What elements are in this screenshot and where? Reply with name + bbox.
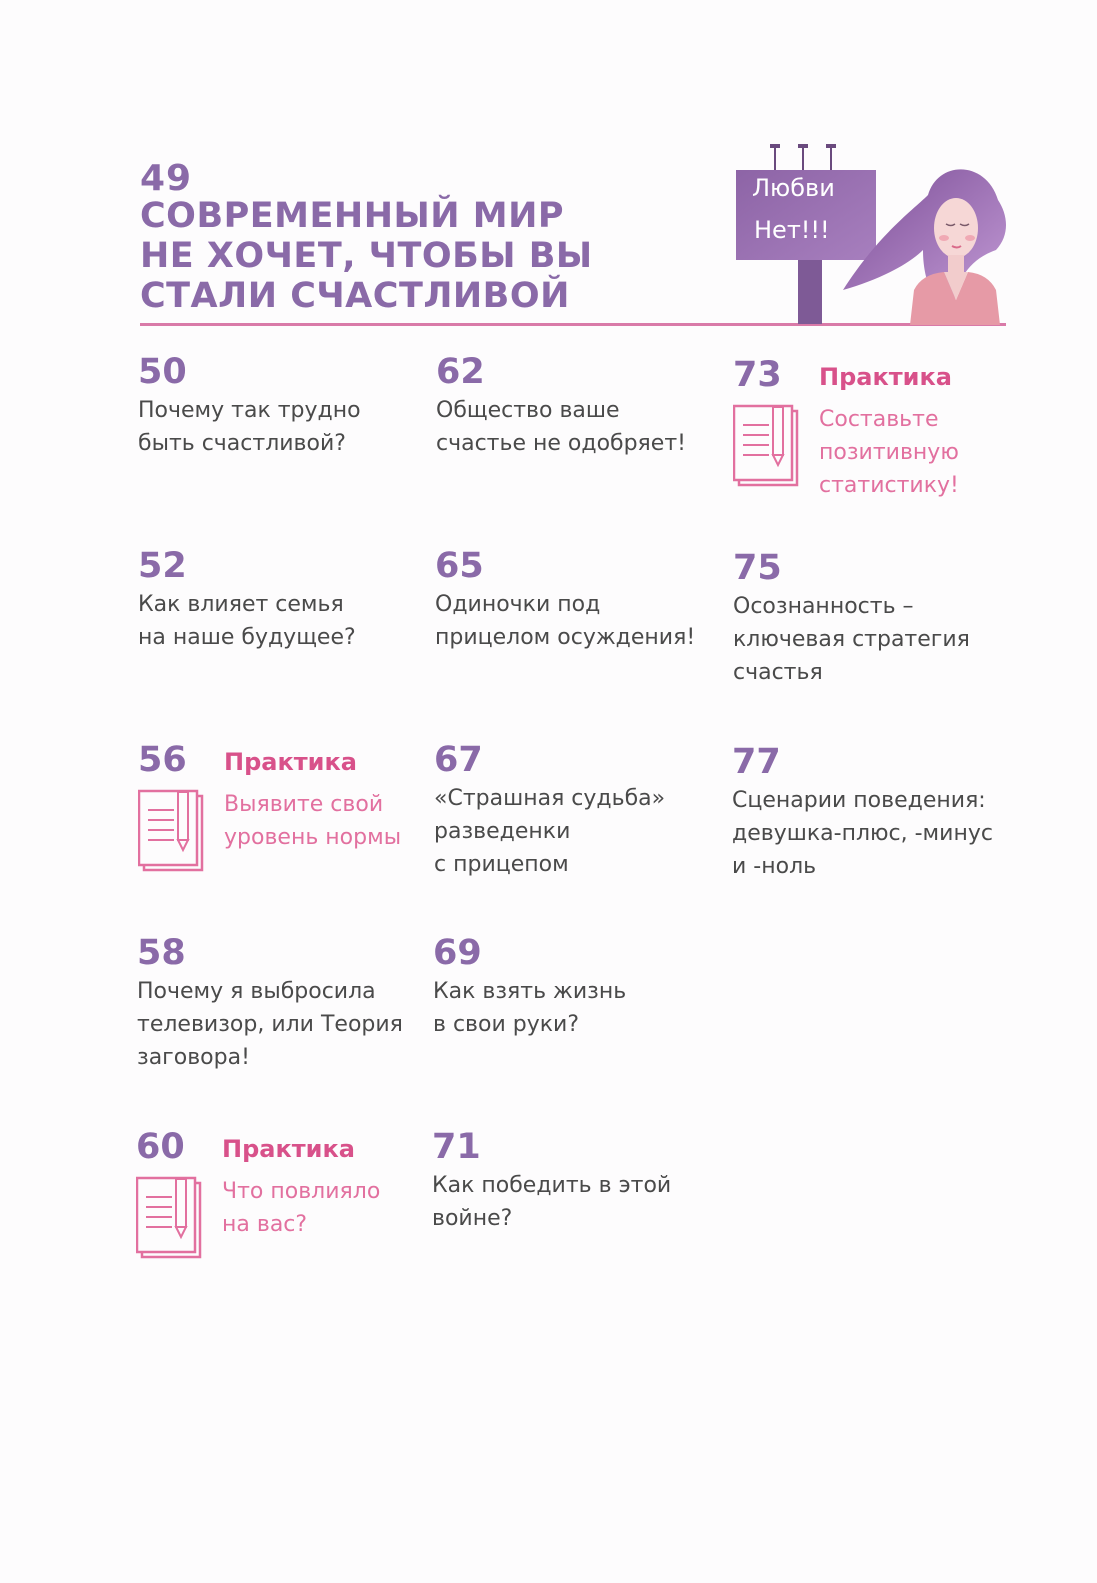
entry-line: Выявите свой	[224, 792, 384, 817]
entry-line: и -ноль	[732, 854, 817, 879]
entry-line: с прицепом	[434, 852, 569, 877]
entry-line: уровень нормы	[224, 825, 402, 850]
entry-line: счастье не одобряет!	[436, 431, 686, 456]
entry-title	[138, 588, 428, 654]
entry-title	[138, 394, 428, 460]
practice-title	[222, 1175, 422, 1241]
sign-text-line2: Нет!!!	[754, 216, 830, 244]
entry-line: прицелом осуждения!	[435, 625, 696, 650]
entry-title	[733, 590, 1023, 689]
chapter-title-line: СОВРЕМЕННЫЙ МИР	[140, 196, 565, 236]
page-number: 62	[436, 352, 485, 392]
entry-line: быть счастливой?	[138, 431, 346, 456]
page-number: 67	[434, 740, 483, 780]
practice-title	[819, 403, 1019, 502]
chapter-title	[140, 196, 700, 316]
entry-line: Как влияет семья	[138, 592, 344, 617]
entry-line: телевизор, или Теория	[137, 1012, 403, 1037]
page-number: 50	[138, 352, 187, 392]
toc-practice-entry[interactable]	[733, 355, 1023, 525]
toc-entry[interactable]	[433, 933, 723, 1041]
notebook-pencil-icon	[138, 788, 210, 874]
toc-entry[interactable]	[732, 742, 1022, 883]
page-number: 58	[137, 933, 186, 973]
entry-line: Как взять жизнь	[433, 979, 627, 1004]
entry-title	[434, 782, 724, 881]
page-number: 71	[432, 1127, 481, 1167]
entry-line: «Страшная судьба»	[434, 786, 666, 811]
entry-line: ключевая стратегия	[733, 627, 970, 652]
page-number: 56	[138, 740, 187, 780]
entry-title	[436, 394, 726, 460]
practice-label: Практика	[222, 1135, 355, 1163]
entry-line: Сценарии поведения:	[732, 788, 986, 813]
entry-line: статистику!	[819, 473, 959, 498]
toc-entry[interactable]	[137, 933, 427, 1074]
page-number: 77	[732, 742, 781, 782]
entry-line: Почему я выбросила	[137, 979, 376, 1004]
toc-entry[interactable]	[733, 548, 1023, 689]
entry-line: Как победить в этой	[432, 1173, 672, 1198]
billboard-girl-illustration	[718, 140, 1018, 330]
toc-entry[interactable]	[432, 1127, 722, 1235]
chapter-title-line: СТАЛИ СЧАСТЛИВОЙ	[140, 276, 570, 316]
toc-entry[interactable]	[435, 546, 725, 654]
entry-line: Одиночки под	[435, 592, 601, 617]
page-number: 73	[733, 355, 782, 395]
chapter-title-line: НЕ ХОЧЕТ, ЧТОБЫ ВЫ	[140, 236, 593, 276]
notebook-pencil-icon	[733, 403, 805, 489]
notebook-pencil-icon	[136, 1175, 208, 1261]
entry-line: войне?	[432, 1206, 513, 1231]
entry-line: Общество ваше	[436, 398, 620, 423]
entry-line: на вас?	[222, 1212, 308, 1237]
toc-practice-entry[interactable]	[136, 1127, 426, 1277]
entry-title	[432, 1169, 722, 1235]
practice-title	[224, 788, 424, 854]
entry-line: в свои руки?	[433, 1012, 580, 1037]
toc-entry[interactable]	[138, 352, 428, 460]
page-number: 60	[136, 1127, 185, 1167]
entry-line: счастья	[733, 660, 823, 685]
practice-label: Практика	[819, 363, 952, 391]
entry-title	[433, 975, 723, 1041]
toc-practice-entry[interactable]	[138, 740, 428, 890]
entry-title	[137, 975, 427, 1074]
page-number: 75	[733, 548, 782, 588]
chapter-number: 49	[140, 158, 193, 199]
toc-entry[interactable]	[138, 546, 428, 654]
entry-line: девушка-плюс, -минус	[732, 821, 993, 846]
sign-text-line1: Любви	[752, 174, 835, 202]
page-number: 65	[435, 546, 484, 586]
entry-line: Почему так трудно	[138, 398, 361, 423]
page-number: 52	[138, 546, 187, 586]
page-number: 69	[433, 933, 482, 973]
entry-title	[435, 588, 725, 654]
entry-line: разведенки	[434, 819, 571, 844]
entry-line: на наше будущее?	[138, 625, 356, 650]
entry-title	[732, 784, 1022, 883]
toc-entry[interactable]	[434, 740, 724, 881]
entry-line: позитивную	[819, 440, 959, 465]
toc-entry[interactable]	[436, 352, 726, 460]
entry-line: заговора!	[137, 1045, 250, 1070]
entry-line: Составьте	[819, 407, 939, 432]
entry-line: Что повлияло	[222, 1179, 381, 1204]
entry-line: Осознанность –	[733, 594, 914, 619]
practice-label: Практика	[224, 748, 357, 776]
